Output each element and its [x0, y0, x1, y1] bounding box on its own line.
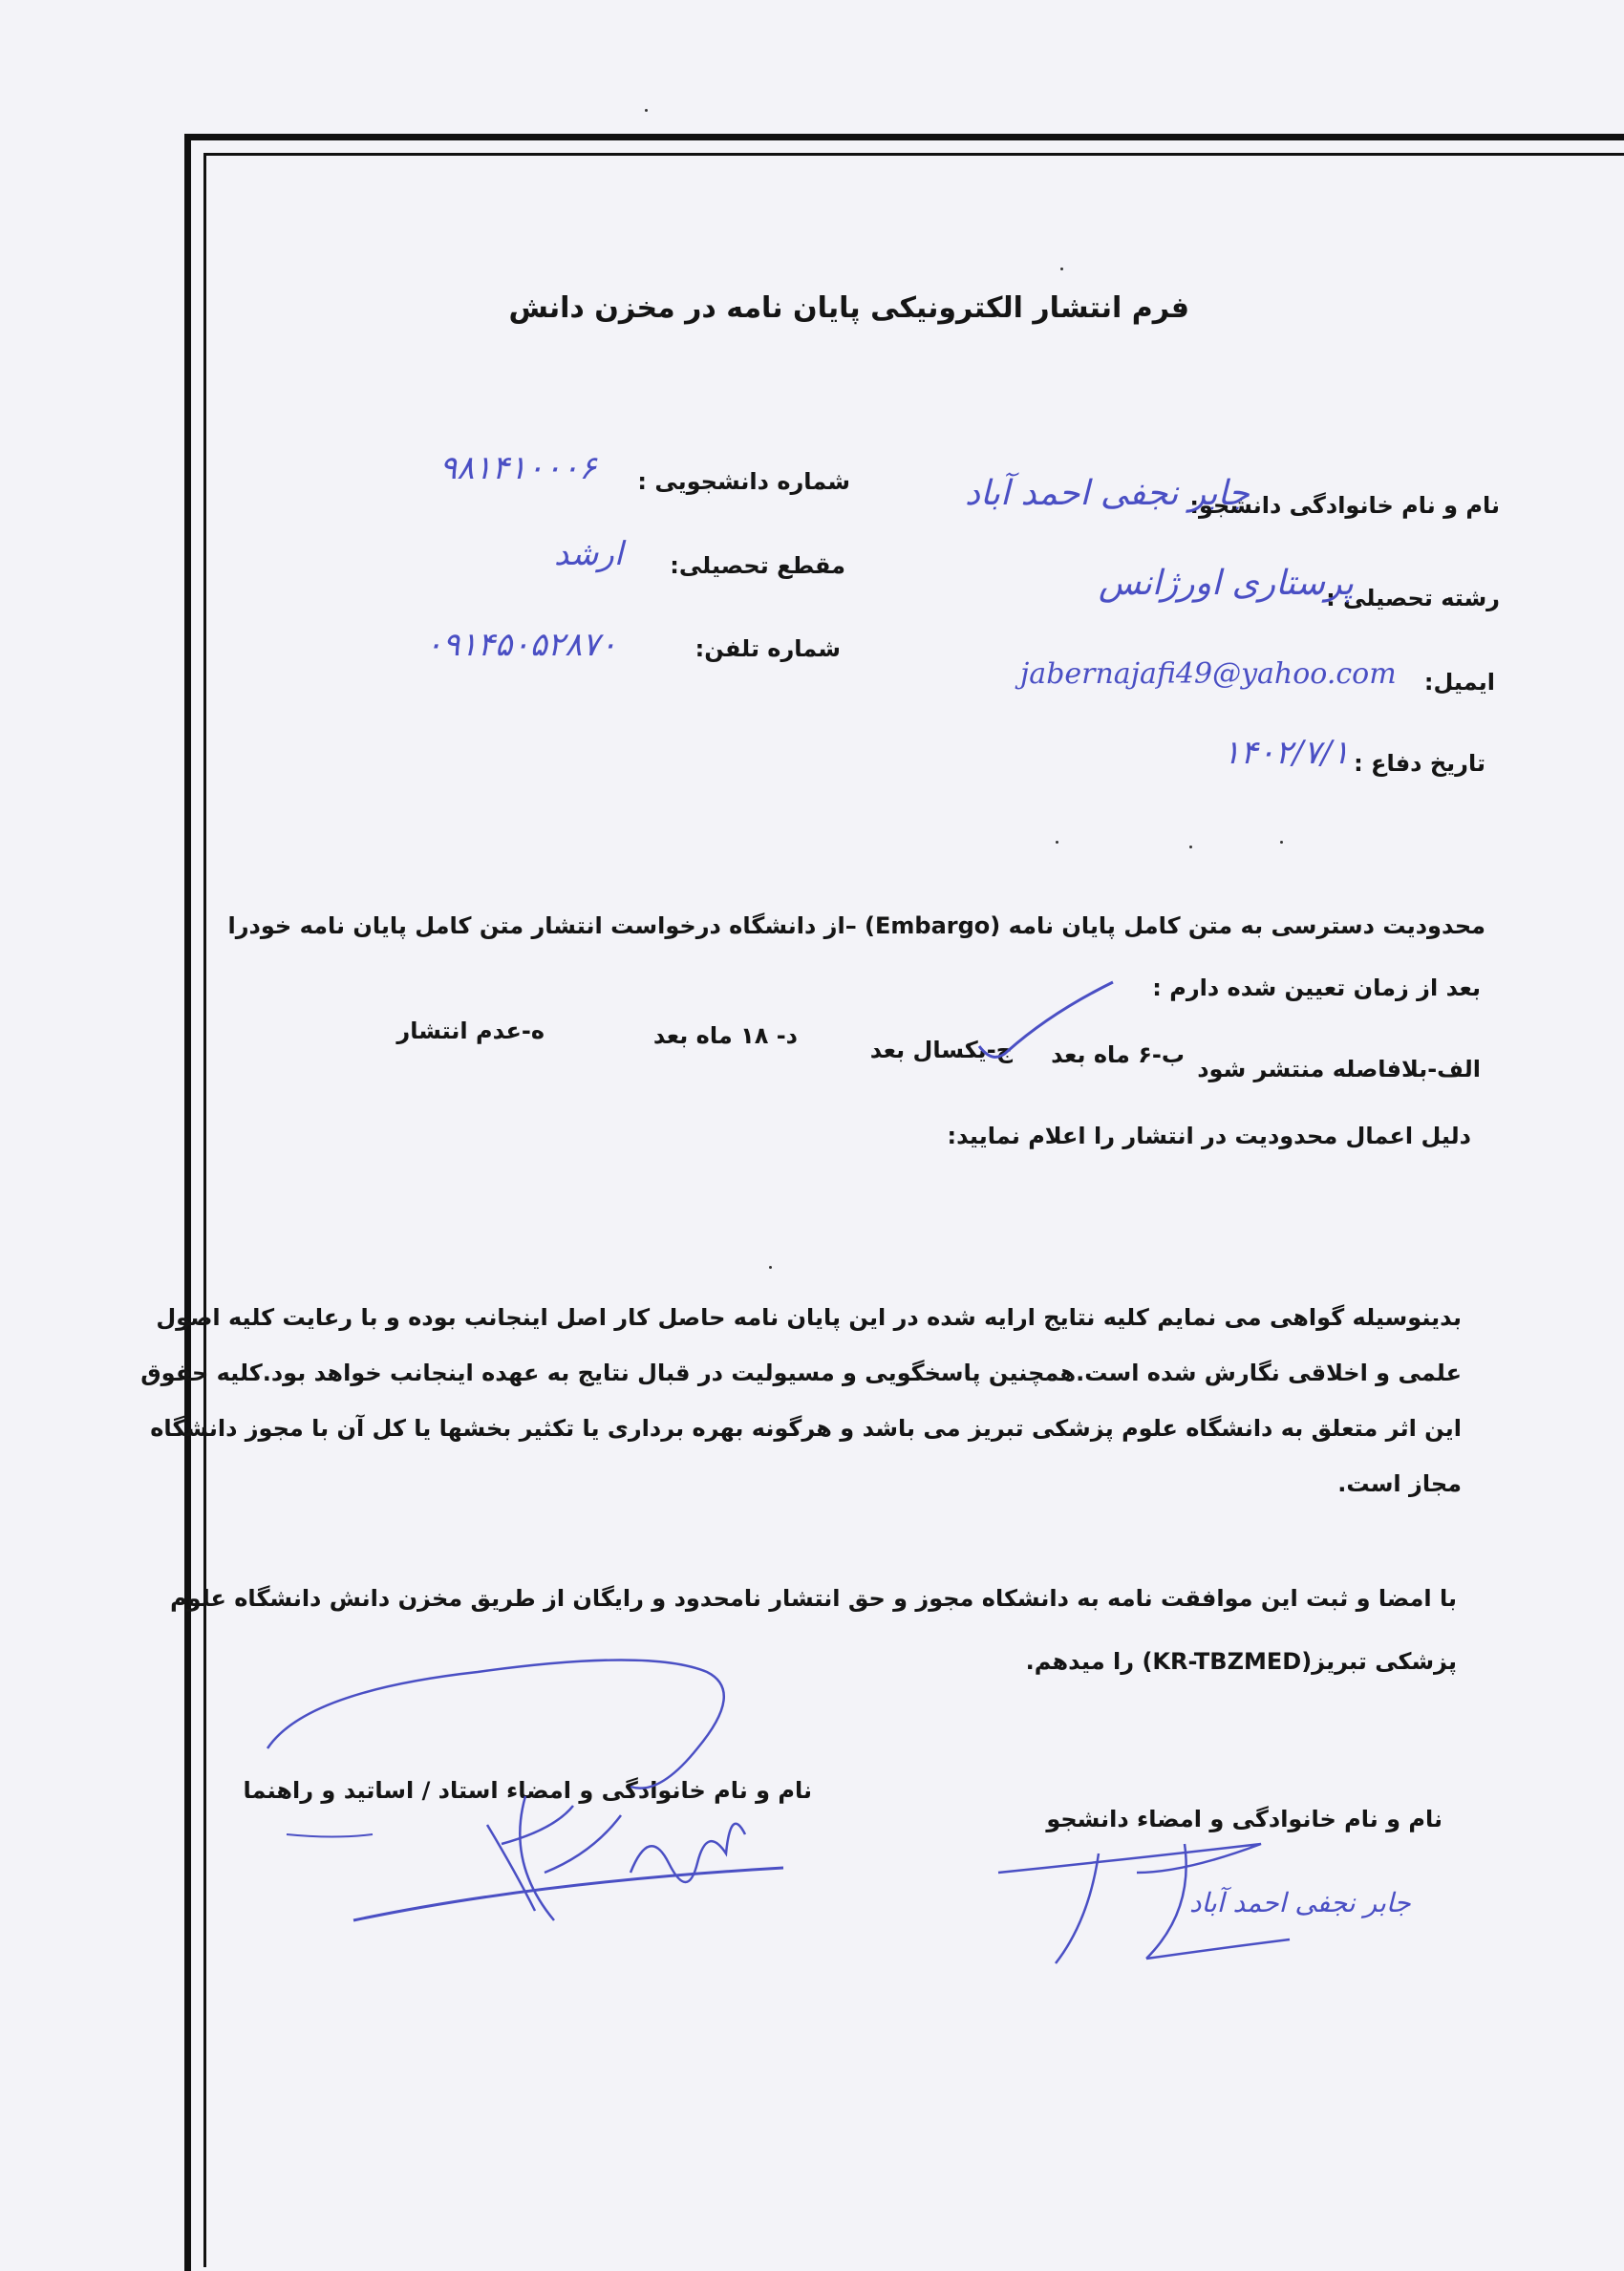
defense-date-label: تاریخ دفاع :	[1354, 750, 1485, 777]
option-b[interactable]: ب-۶ ماه بعد	[1051, 1041, 1185, 1068]
embargo-line-2: بعد از زمان تعیین شده دارم :	[1152, 975, 1481, 1001]
form-title: فرم انتشار الکترونیکی پایان نامه در مخزن دانش	[508, 291, 1189, 325]
scan-speck	[1280, 841, 1283, 844]
scan-speck	[645, 109, 648, 112]
student-name-handwritten: جابر نجفی احمد آباد	[1189, 1887, 1411, 1918]
scan-speck	[1060, 268, 1063, 270]
option-c[interactable]: ج-یکسال بعد	[869, 1037, 1013, 1063]
declaration-line-1: بدینوسیله گواهی می نمایم کلیه نتایج ارایه شده در این پایان نامه حاصل کار اصل اینجانب بوده و با رعایت کلیه اصول	[156, 1304, 1462, 1331]
embargo-reason-label: دلیل اعمال محدودیت در انتشار را اعلام نمایید:	[947, 1123, 1471, 1149]
major-label: رشته تحصیلی :	[1326, 585, 1500, 611]
scan-speck	[1189, 846, 1192, 848]
defense-date-value[interactable]: ۱۴۰۲/۷/۱	[1223, 734, 1350, 772]
name-value[interactable]: جابر نجفی احمد آباد	[965, 474, 1250, 513]
option-d[interactable]: د- ۱۸ ماه بعد	[652, 1022, 798, 1049]
option-e[interactable]: ه-عدم انتشار	[396, 1018, 545, 1044]
option-a[interactable]: الف-بلافاصله منتشر شود	[1197, 1056, 1481, 1082]
declaration-line-3: این اثر متعلق به دانشگاه علوم پزشکی تبریز می باشد و هرگونه بهره برداری یا تکثیر بخشها یا کل آن با مجوز دانشگاه	[150, 1415, 1462, 1442]
major-value[interactable]: پرستاری اورژانس	[1099, 564, 1354, 603]
consent-line-2: پزشکی تبریز(KR-TBZMED) را میدهم.	[1025, 1648, 1457, 1675]
scan-speck	[769, 1266, 772, 1269]
advisor-signature	[248, 1634, 822, 1959]
declaration-line-4: مجاز است.	[1337, 1470, 1462, 1497]
advisor-signature-label: نام و نام خانوادگی و امضاء استاد / اساتید و راهنما	[243, 1777, 812, 1804]
student-number-value[interactable]: ۹۸۱۴۱۰۰۰۶	[439, 449, 597, 487]
consent-line-1: با امضا و ثبت این موافقت نامه به دانشکاه مجوز و حق انتشار نامحدود و رایگان از طریق مخزن دانش دانشگاه علوم	[170, 1585, 1457, 1612]
email-label: ایمیل:	[1423, 669, 1495, 696]
scan-speck	[1056, 841, 1058, 844]
email-value[interactable]: jabernajafi49@yahoo.com	[1020, 657, 1397, 691]
name-label: نام و نام خانوادگی دانشجو:	[1189, 492, 1500, 519]
phone-label: شماره تلفن:	[694, 635, 841, 662]
degree-label: مقطع تحصیلی:	[670, 552, 845, 579]
embargo-line-1: محدودیت دسترسی به متن کامل پایان نامه (Embargo) –از دانشگاه درخواست انتشار متن کامل پایان نامه خودرا	[227, 912, 1485, 939]
declaration-line-2: علمی و اخلاقی نگارش شده است.همچنین پاسخگویی و مسیولیت در قبال نتایج به عهده اینجانب خواهد بود.کلیه حقوق	[140, 1360, 1462, 1386]
phone-value[interactable]: ۰۹۱۴۵۰۵۲۸۷۰	[425, 626, 617, 664]
declaration-paragraph	[140, 1290, 1462, 1511]
student-number-label: شماره دانشجویی :	[637, 468, 850, 495]
student-signature-label: نام و نام خانوادگی و امضاء دانشجو	[1046, 1806, 1442, 1832]
option-c-check-mark	[970, 975, 1122, 1089]
degree-value[interactable]: ارشد	[554, 535, 624, 573]
